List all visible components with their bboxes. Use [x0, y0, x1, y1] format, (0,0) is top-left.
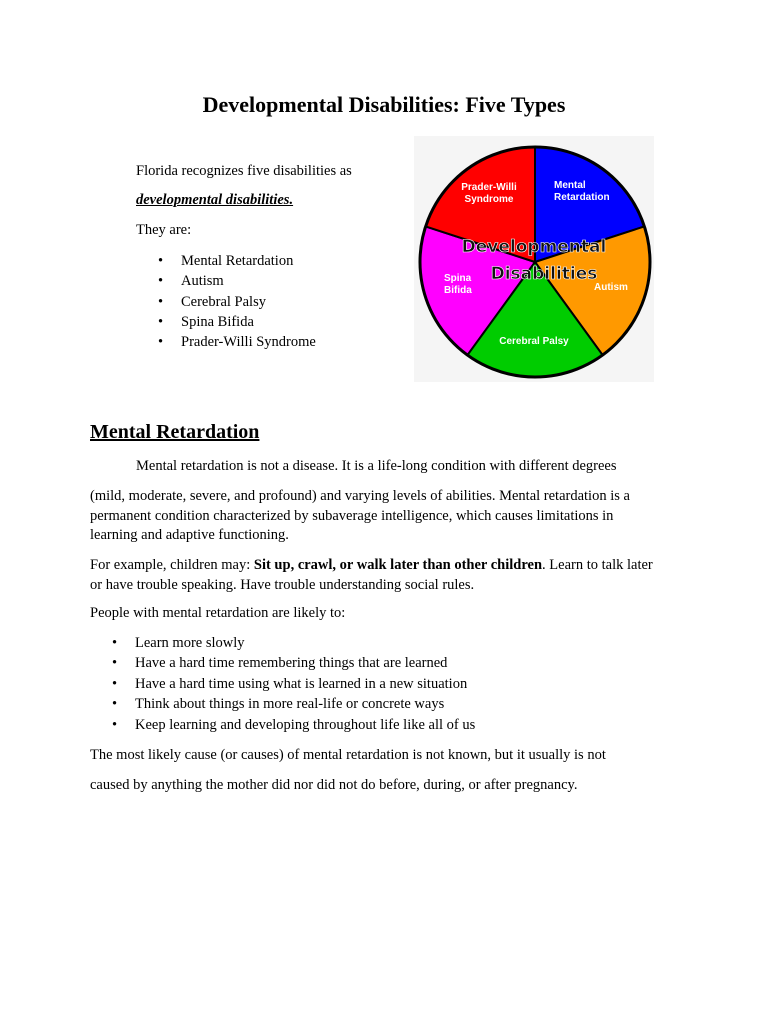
bold-text: Sit up, crawl, or walk later than other children: [253, 557, 543, 573]
disability-list: [136, 251, 316, 352]
list-item: • Learn more slowly: [90, 633, 475, 653]
paragraph: The most likely cause (or causes) of mental retardation is not known, but it usually is not: [90, 747, 606, 763]
paragraph-line: permanent condition characterized by subaverage intelligence, which causes limitations in: [90, 507, 614, 524]
pie-slice-label: Autism: [594, 282, 628, 293]
paragraph: [90, 556, 690, 595]
paragraph-text: For example, children may:: [90, 557, 254, 573]
paragraph: caused by anything the mother did nor did not do before, during, or after pregnancy.: [90, 777, 578, 793]
paragraph-line: learning and adaptive functioning.: [90, 527, 289, 543]
list-item: • Keep learning and developing throughout life like all of us: [90, 715, 475, 735]
list-item: • Autism: [136, 271, 316, 291]
pie-chart-svg: [414, 136, 654, 382]
intro-line: They are:: [136, 222, 192, 238]
pie-slice-label: Spina Bifida: [444, 273, 472, 296]
list-item: • Think about things in more real-life or concrete ways: [90, 694, 475, 714]
paragraph: [90, 487, 690, 546]
paragraph-line: or have trouble speaking. Have trouble understanding social rules.: [90, 576, 475, 593]
intro-line: Florida recognizes five disabilities as: [136, 163, 352, 179]
pie-slice-label: Mental Retardation: [554, 180, 610, 203]
pie-slice-label: Cerebral Palsy: [499, 336, 569, 347]
pie-chart: [414, 136, 654, 382]
list-item: • Cerebral Palsy: [136, 292, 316, 312]
pie-center-label: Developmental: [461, 237, 607, 257]
pie-slice-label: Prader-Willi Syndrome: [461, 182, 517, 205]
list-item: • Spina Bifida: [136, 312, 316, 332]
list-item: • Mental Retardation: [136, 251, 316, 271]
list-item: • Have a hard time remembering things that are learned: [90, 653, 475, 673]
list-item: • Have a hard time using what is learned in a new situation: [90, 674, 475, 694]
paragraph-text: . Learn to talk later: [542, 557, 653, 573]
paragraph: People with mental retardation are likely to:: [90, 605, 346, 621]
section-heading: Mental Retardation: [90, 421, 260, 443]
list-item: • Prader-Willi Syndrome: [136, 332, 316, 352]
paragraph-line: (mild, moderate, severe, and profound) and varying levels of abilities. Mental retardation is a: [90, 488, 630, 504]
page-title: Developmental Disabilities: Five Types: [202, 92, 566, 117]
pie-center-label: Disabilities: [490, 264, 598, 284]
intro-emphasis: developmental disabilities.: [136, 192, 294, 208]
paragraph: Mental retardation is not a disease. It is a life-long condition with different degrees: [136, 458, 617, 474]
traits-list: [90, 633, 475, 735]
